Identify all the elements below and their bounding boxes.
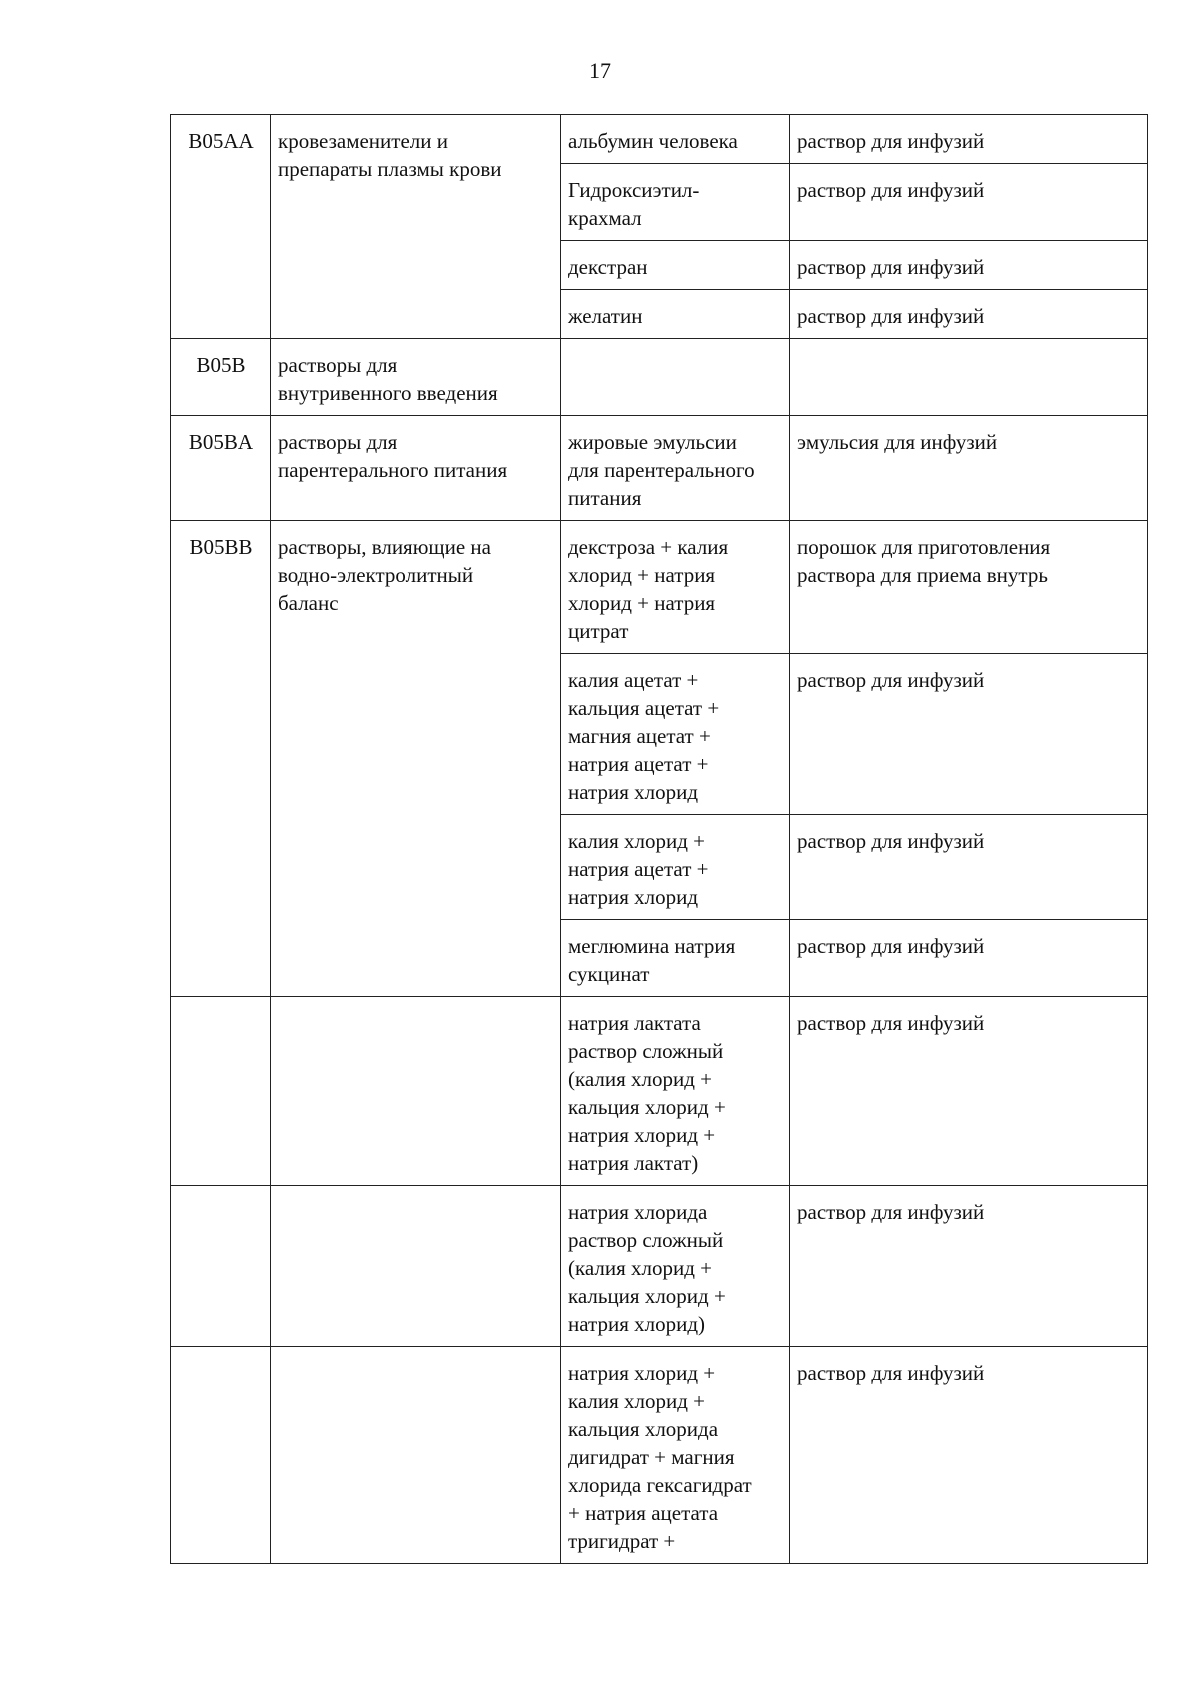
cell-text-line: натрия хлорид <box>568 885 698 909</box>
cell-text-line: кальция хлорида <box>568 1417 719 1441</box>
cell-text-line: жировые эмульсии <box>568 430 737 454</box>
cell-text-line: парентерального питания <box>278 458 508 482</box>
cell-text-line: натрия хлорид <box>568 780 698 804</box>
atc-code-cell: B05BB <box>171 521 271 997</box>
cell-text-line: натрия хлорид) <box>568 1312 705 1336</box>
cell-text-line: альбумин человека <box>568 129 738 153</box>
drug-name-cell <box>561 164 790 241</box>
table-row <box>171 1347 1148 1564</box>
dosage-form-cell <box>790 1186 1148 1347</box>
cell-text-line: (калия хлорид + <box>568 1256 713 1280</box>
pharmacological-group-cell <box>271 521 561 997</box>
table-row <box>171 339 1148 416</box>
table-row <box>171 521 1148 654</box>
cell-text-line: натрия хлорида <box>568 1200 708 1224</box>
atc-code-cell: B05AA <box>171 115 271 339</box>
dosage-form-cell <box>790 997 1148 1186</box>
cell-text-line: раствор для инфузий <box>797 129 985 153</box>
cell-text-line: эмульсия для инфузий <box>797 430 998 454</box>
pharmacological-group-cell <box>271 997 561 1186</box>
cell-text-line: раствор для инфузий <box>797 934 985 958</box>
atc-code-cell: B05B <box>171 339 271 416</box>
drug-name-cell <box>561 920 790 997</box>
drug-name-cell <box>561 241 790 290</box>
dosage-form-cell <box>790 654 1148 815</box>
cell-text-line: раствор сложный <box>568 1228 724 1252</box>
cell-text-line: Гидроксиэтил- <box>568 178 700 202</box>
table-row <box>171 997 1148 1186</box>
cell-text-line: + натрия ацетата <box>568 1501 719 1525</box>
cell-text-line: кальция хлорид + <box>568 1284 726 1308</box>
cell-text-line: водно-электролитный <box>278 563 474 587</box>
atc-code-cell: B05BA <box>171 416 271 521</box>
cell-text-line: меглюмина натрия <box>568 934 736 958</box>
dosage-form-cell <box>790 339 1148 416</box>
cell-text-line: калия ацетат + <box>568 668 699 692</box>
cell-text-line: кальция хлорид + <box>568 1095 726 1119</box>
cell-text-line: раствора для приема внутрь <box>797 563 1048 587</box>
page-number: 17 <box>589 58 611 83</box>
pharmacological-group-cell <box>271 115 561 339</box>
dosage-form-cell <box>790 241 1148 290</box>
cell-text-line: натрия хлорид + <box>568 1361 716 1385</box>
atc-code-cell <box>171 1186 271 1347</box>
cell-text-line: раствор для инфузий <box>797 1011 985 1035</box>
cell-text-line: внутривенного введения <box>278 381 498 405</box>
cell-text-line: растворы, влияющие на <box>278 535 491 559</box>
cell-text-line: раствор для инфузий <box>797 1361 985 1385</box>
drug-name-cell <box>561 815 790 920</box>
drug-name-cell <box>561 654 790 815</box>
dosage-form-cell <box>790 290 1148 339</box>
cell-text-line: натрия ацетат + <box>568 752 709 776</box>
drug-name-cell <box>561 997 790 1186</box>
cell-text-line: магния ацетат + <box>568 724 711 748</box>
cell-text-line: калия хлорид + <box>568 1389 706 1413</box>
cell-text-line: цитрат <box>568 619 629 643</box>
dosage-form-cell <box>790 815 1148 920</box>
cell-text-line: препараты плазмы крови <box>278 157 502 181</box>
cell-text-line: питания <box>568 486 642 510</box>
cell-text-line: (калия хлорид + <box>568 1067 713 1091</box>
table-row <box>171 416 1148 521</box>
drug-name-cell <box>561 1186 790 1347</box>
cell-text-line: порошок для приготовления <box>797 535 1051 559</box>
cell-text-line: для парентерального <box>568 458 755 482</box>
cell-text-line: тригидрат + <box>568 1529 676 1553</box>
cell-text-line: раствор для инфузий <box>797 829 985 853</box>
cell-text-line: хлорид + натрия <box>568 563 716 587</box>
drug-name-cell <box>561 521 790 654</box>
pharmacological-group-cell <box>271 1186 561 1347</box>
cell-text-line: желатин <box>568 304 643 328</box>
dosage-form-cell <box>790 521 1148 654</box>
drug-name-cell <box>561 416 790 521</box>
drug-classification-table <box>170 114 1148 1564</box>
dosage-form-cell <box>790 115 1148 164</box>
cell-text-line: натрия лактат) <box>568 1151 699 1175</box>
table-row <box>171 1186 1148 1347</box>
cell-text-line: дигидрат + магния <box>568 1445 735 1469</box>
dosage-form-cell <box>790 1347 1148 1564</box>
atc-code-cell <box>171 997 271 1186</box>
dosage-form-cell <box>790 416 1148 521</box>
cell-text-line: раствор для инфузий <box>797 178 985 202</box>
cell-text-line: декстран <box>568 255 648 279</box>
drug-name-cell <box>561 1347 790 1564</box>
cell-text-line: баланс <box>278 591 339 615</box>
cell-text-line: хлорид + натрия <box>568 591 716 615</box>
dosage-form-cell <box>790 920 1148 997</box>
dosage-form-cell <box>790 164 1148 241</box>
cell-text-line: раствор для инфузий <box>797 668 985 692</box>
cell-text-line: растворы для <box>278 353 398 377</box>
atc-code-cell <box>171 1347 271 1564</box>
cell-text-line: раствор для инфузий <box>797 255 985 279</box>
cell-text-line: натрия лактата <box>568 1011 701 1035</box>
pharmacological-group-cell <box>271 339 561 416</box>
cell-text-line: раствор для инфузий <box>797 304 985 328</box>
cell-text-line: натрия хлорид + <box>568 1123 716 1147</box>
drug-name-cell <box>561 115 790 164</box>
table-row <box>171 115 1148 164</box>
pharmacological-group-cell <box>271 416 561 521</box>
cell-text-line: калия хлорид + <box>568 829 706 853</box>
cell-text-line: крахмал <box>568 206 642 230</box>
cell-text-line: кровезаменители и <box>278 129 448 153</box>
cell-text-line: сукцинат <box>568 962 650 986</box>
pharmacological-group-cell <box>271 1347 561 1564</box>
cell-text-line: растворы для <box>278 430 398 454</box>
drug-name-cell <box>561 290 790 339</box>
cell-text-line: раствор для инфузий <box>797 1200 985 1224</box>
cell-text-line: декстроза + калия <box>568 535 729 559</box>
cell-text-line: кальция ацетат + <box>568 696 720 720</box>
cell-text-line: хлорида гексагидрат <box>568 1473 752 1497</box>
cell-text-line: раствор сложный <box>568 1039 724 1063</box>
cell-text-line: натрия ацетат + <box>568 857 709 881</box>
drug-name-cell <box>561 339 790 416</box>
